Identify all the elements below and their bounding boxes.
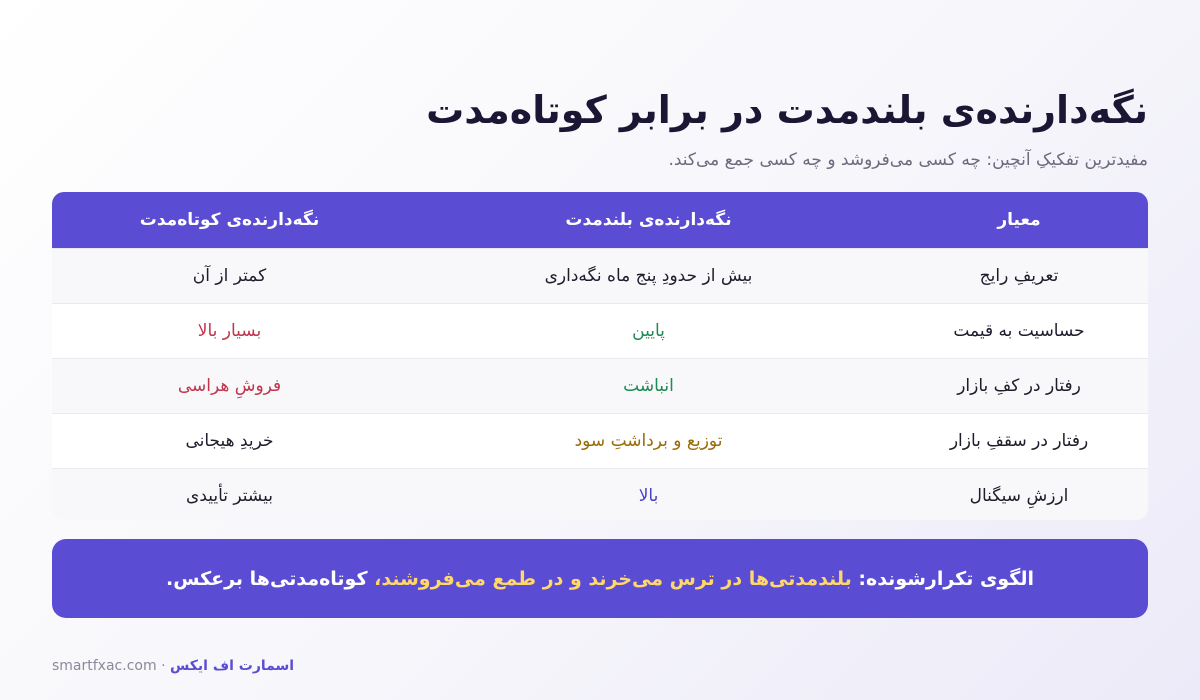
- cell-long-term: توزیع و برداشتِ سود: [407, 414, 890, 469]
- cell-long-term: پایین: [407, 304, 890, 359]
- table-header-row: [52, 192, 1148, 249]
- key-pattern-callout: [52, 539, 1148, 618]
- cell-long-term: بیش از حدودِ پنج ماه نگه‌داری: [407, 249, 890, 304]
- callout-suffix: کوتاه‌مدتی‌ها برعکس.: [166, 567, 368, 590]
- footer-brand: اسمارت اف ایکس: [169, 658, 295, 674]
- cell-criterion: رفتار در سقفِ بازار: [890, 414, 1148, 469]
- table-row: [52, 249, 1148, 304]
- cell-short-term: فروشِ هراسی: [52, 359, 407, 414]
- cell-short-term: خریدِ هیجانی: [52, 414, 407, 469]
- table-row: [52, 414, 1148, 469]
- callout-text: [166, 568, 1034, 590]
- comparison-table: [52, 192, 1148, 520]
- cell-short-term: بیشتر تأییدی: [52, 469, 407, 521]
- footer-separator: ·: [161, 658, 166, 674]
- cell-criterion: حساسیت به قیمت: [890, 304, 1148, 359]
- cell-short-term: کمتر از آن: [52, 249, 407, 304]
- comparison-table-card: [52, 192, 1148, 520]
- footer: [52, 656, 294, 676]
- page-subtitle: مفیدترین تفکیکِ آنچین: چه کسی می‌فروشد و چه کسی جمع می‌کند.: [668, 150, 1148, 170]
- callout-highlight: بلندمدتی‌ها در ترس می‌خرند و در طمع می‌فروشند،: [374, 567, 852, 590]
- cell-criterion: تعریفِ رایج: [890, 249, 1148, 304]
- cell-long-term: انباشت: [407, 359, 890, 414]
- column-header-long-term: نگه‌دارنده‌ی بلندمدت: [407, 192, 890, 249]
- page-title: نگه‌دارنده‌ی بلندمدت در برابر کوتاه‌مدت: [426, 88, 1148, 132]
- cell-criterion: ارزشِ سیگنال: [890, 469, 1148, 521]
- column-header-criterion: معیار: [890, 192, 1148, 249]
- table-row: [52, 469, 1148, 521]
- footer-domain: smartfxac.com: [52, 658, 157, 674]
- callout-prefix: الگوی تکرارشونده:: [858, 567, 1035, 590]
- cell-long-term: بالا: [407, 469, 890, 521]
- page: [52, 0, 1148, 700]
- table-row: [52, 304, 1148, 359]
- column-header-short-term: نگه‌دارنده‌ی کوتاه‌مدت: [52, 192, 407, 249]
- cell-short-term: بسیار بالا: [52, 304, 407, 359]
- table-row: [52, 359, 1148, 414]
- cell-criterion: رفتار در کفِ بازار: [890, 359, 1148, 414]
